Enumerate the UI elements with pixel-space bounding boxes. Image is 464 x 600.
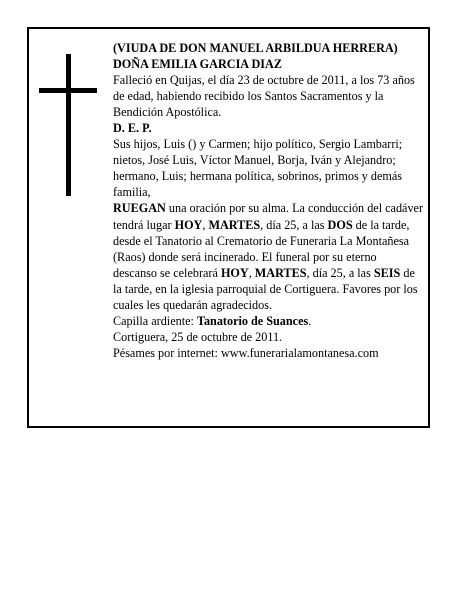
ceremony-text-4: , día 25, a las <box>306 265 374 280</box>
martes-text-2: MARTES <box>254 265 307 280</box>
ceremony-text-1: una oración por su alma. La conducción del cadáver tendrá lugar <box>113 201 424 232</box>
pesames-line: Pésames por internet: www.funerarialamontanesa.com <box>113 345 379 360</box>
family-paragraph: Sus hijos, Luis () y Carmen; hijo político, Sergio Lambarri; nietos, José Luis, Víctor Manuel, Borja, Iván y Alejandro; hermano, Luis; hermana política, sobrinos, primos y demás familia, <box>113 137 403 200</box>
capilla-label: Capilla ardiente: <box>113 313 197 328</box>
hoy-text-1: HOY <box>174 217 203 232</box>
ruegan-text: RUEGAN <box>113 201 166 216</box>
ceremony-text-5: de la tarde, en la iglesia parroquial de Cortiguera. Favores por los cuales les quedarán agradecidos. <box>113 265 418 312</box>
separator-2: , <box>248 265 255 280</box>
place-date-line: Cortiguera, 25 de octubre de 2011. <box>113 329 283 344</box>
cross-icon-bar <box>39 88 97 93</box>
ceremony-text-3: de la tarde, desde el Tanatorio al Crematorio de Funeraria La Montañesa (Raos) donde será incinerado. El funeral por su eterno descanso se celebrará <box>113 217 410 280</box>
separator-1: , <box>202 217 209 232</box>
seis-text: SEIS <box>373 265 401 280</box>
capilla-line <box>113 313 423 329</box>
ceremony-paragraph <box>113 200 423 312</box>
capilla-place: Tanatorio de Suances <box>196 313 309 328</box>
capilla-end: . <box>308 313 312 328</box>
death-paragraph: Falleció en Quijas, el día 23 de octubre de 2011, a los 73 años de edad, habiendo recibido los Santos Sacramentos y la Bendición Apostólica. <box>113 73 415 120</box>
martes-text-1: MARTES <box>208 217 261 232</box>
hoy-text-2: HOY <box>220 265 249 280</box>
cross-icon <box>66 54 71 196</box>
obituary-text <box>113 40 423 361</box>
widow-line: (VIUDA DE DON MANUEL ARBILDUA HERRERA) <box>113 41 398 55</box>
dep-line: D. E. P. <box>113 121 152 136</box>
deceased-name: DOÑA EMILIA GARCIA DIAZ <box>113 57 282 72</box>
dos-text: DOS <box>327 217 353 232</box>
ceremony-text-2: , día 25, a las <box>260 217 328 232</box>
